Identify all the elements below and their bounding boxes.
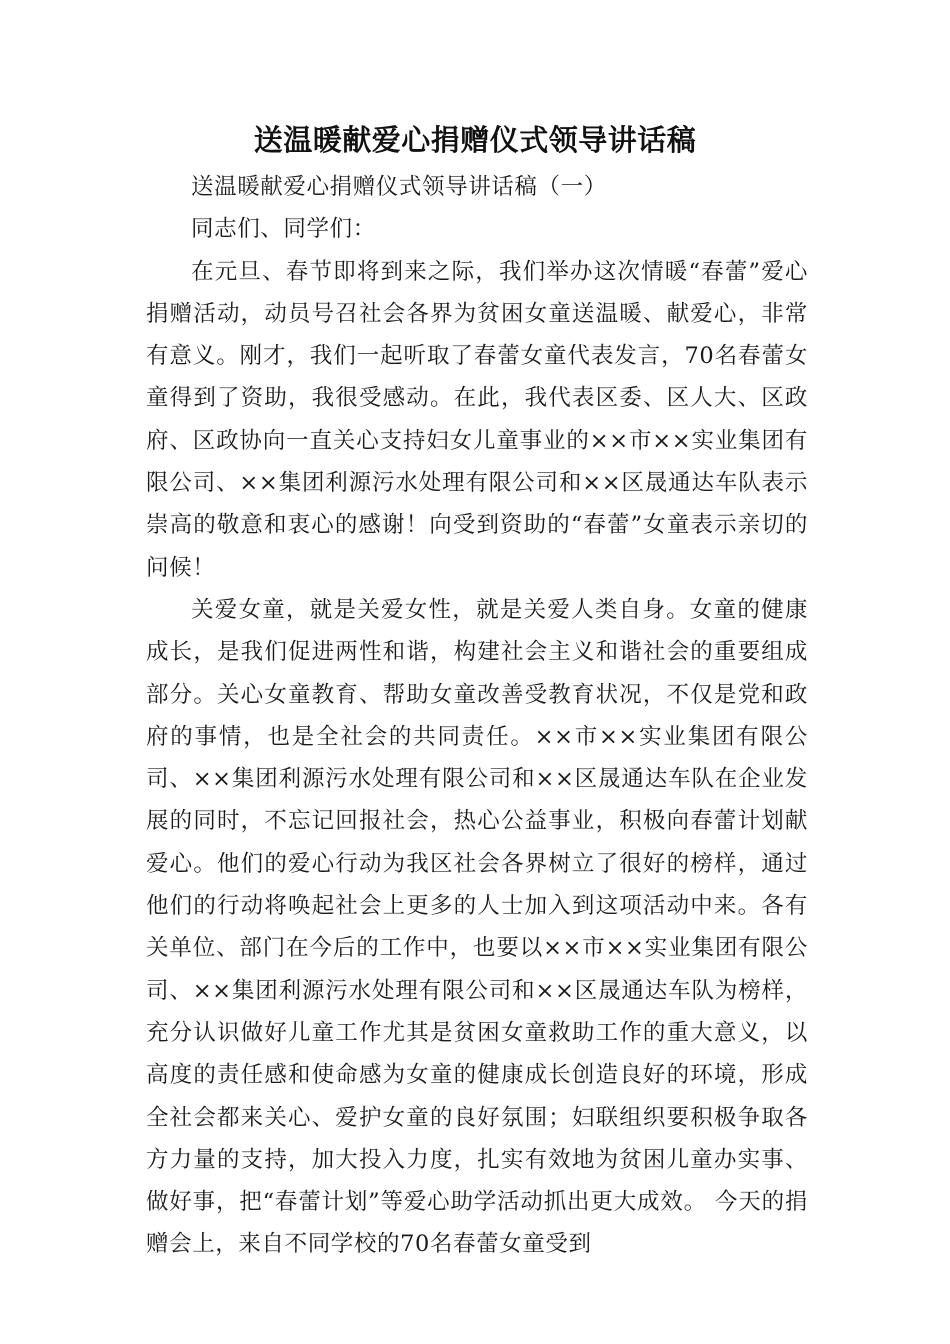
paragraph-2: 关爱女童，就是关爱女性，就是关爱人类自身。女童的健康成长，是我们促进两性和谐，构建社会主义和谐社会的重要组成部分。关心女童教育、帮助女童改善受教育状况，不仅是党和政府的事情，也是全社会的共同责任。××市××实业集团有限公司、××集团利源污水处理有限公司和××区晟通达车队在企业发展的同时，不忘记回报社会，热心公益事业，积极向春蕾计划献爱心。他们的爱心行动为我区社会各界树立了很好的榜样，通过他们的行动将唤起社会上更多的人士加入到这项活动中来。各有关单位、部门在今后的工作中，也要以××市××实业集团有限公司、××集团利源污水处理有限公司和××区晟通达车队为榜样，充分认识做好儿童工作尤其是贫困女童救助工作的重大意义，以高度的责任感和使命感为女童的健康成长创造良好的环境，形成全社会都来关心、爱护女童的良好氛围；妇联组织要积极争取各方力量的支持，加大投入力度，扎实有效地为贫困儿童办实事、做好事，把“春蕾计划”等爱心助学活动抓出更大成效。 今天的捐赠会上，来自不同学校的70名春蕾女童受到 (146, 596, 808, 1258)
salutation: 同志们、同学们： (191, 216, 376, 243)
document-body (146, 166, 808, 1266)
paragraph-1: 在元旦、春节即将到来之际，我们举办这次情暖“春蕾”爱心捐赠活动，动员号召社会各界为贫困女童送温暖、献爱心，非常有意义。刚才，我们一起听取了春蕾女童代表发言，70名春蕾女童得到了资助，我很受感动。在此，我代表区委、区人大、区政府、区政协向一直关心支持妇女儿童事业的××市××实业集团有限公司、××集团利源污水处理有限公司和××区晟通达车队表示崇高的敬意和衷心的感谢！向受到资助的“春蕾”女童表示亲切的问候！ (146, 258, 808, 581)
document-title: 送温暖献爱心捐赠仪式领导讲话稿 (253, 123, 697, 157)
document-subtitle: 送温暖献爱心捐赠仪式领导讲话稿（一） (191, 174, 607, 200)
